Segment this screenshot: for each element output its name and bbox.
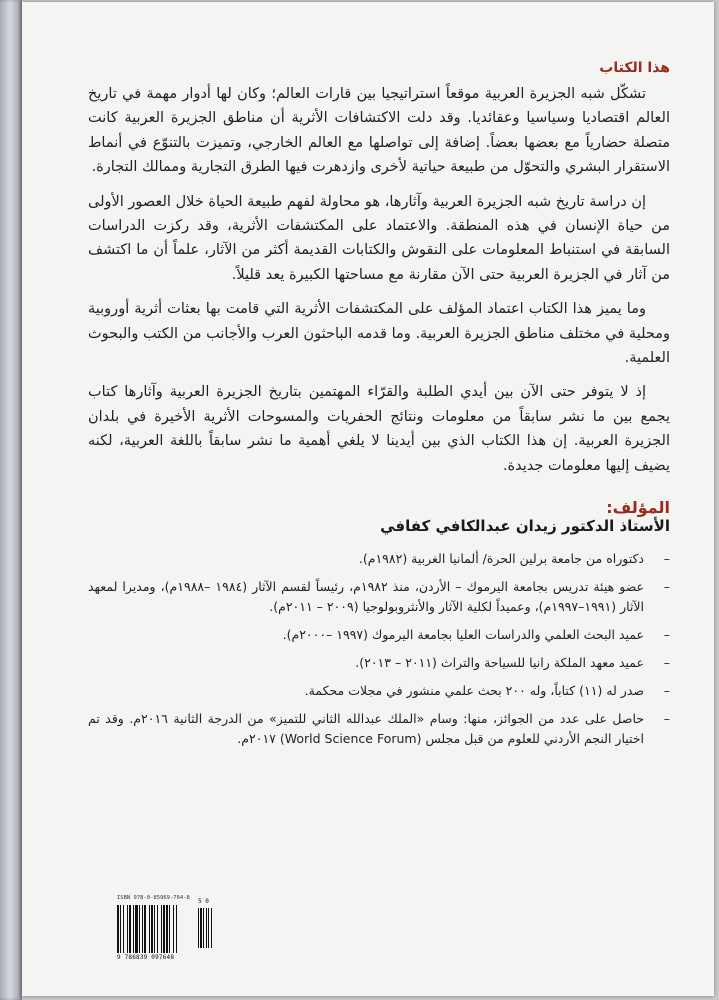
bio-item: – حاصل على عدد من الجوائز، منها: وسام «الملك عبدالله الثاني للتميز» من الدرجة الثانية ٢٠١٦م. وقد تم اختيار النجم الأردني للعلوم من قبل مجلس (World Science Forum) ٢٠١٧م. xyxy=(88,709,670,749)
addon-gap xyxy=(212,908,213,948)
bio-item: – صدر له (١١) كتاباً، وله ٢٠٠ بحث علمي منشور في مجلات محكمة. xyxy=(88,681,670,701)
barcode xyxy=(117,895,207,961)
paragraph-2: إن دراسة تاريخ شبه الجزيرة العربية وآثارها، هو محاولة لفهم طبيعة الحياة خلال العصور الأولى من حياة الإنسان في هذه المنطقة. والاعتماد على المكتشفات الأثرية، وقد ركزت الدراسات السابقة في استنباط المعلومات على النقوش والكتابات القديمة أكثر من الآثار، علماً أن ما اكتشف من آثار في الجزيرة العربية حتى الآن مقارنة مع مساحتها الكبيرة يعد قليلاً. xyxy=(88,193,670,283)
isbn-text: ISBN 978-0-85969-764-8 xyxy=(117,895,190,901)
author-bio-list xyxy=(88,549,670,749)
author-label: المؤلف: xyxy=(606,498,670,518)
paragraph-1: تشكّل شبه الجزيرة العربية موقعاً استراتيجيا بين قارات العالم؛ وكان لها أدوار مهمة في تاريخ العالم اقتصاديا وسياسيا وعقائديا. وقد دلت الاكتشافات الأثرية أن مناطق الجزيرة العربية كانت متصلة حضارياً مع بعضها بعضاً. إضافة إلى تواصلها مع العالم الخارجي، وتميزت بالتنوّع في أنماط الاستقرار البشري والتحوّل من طبيعة حياتية لأخرى وازدهرت فيها الطرق التجارية وممالك التجارة. xyxy=(88,86,670,176)
book-spine xyxy=(0,0,22,1000)
barcode-addon xyxy=(198,898,213,948)
bio-item: – عميد معهد الملكة رانيا للسياحة والتراث (٢٠١١ – ٢٠١٣). xyxy=(88,653,670,673)
about-book-title: هذا الكتاب xyxy=(599,60,670,76)
bio-item: – عميد البحث العلمي والدراسات العليا بجامعة اليرموك (١٩٩٧ –٢٠٠٠م). xyxy=(88,625,670,645)
cover-text xyxy=(88,60,670,757)
barcode-gap xyxy=(177,905,178,953)
bio-item: – عضو هيئة تدريس بجامعة اليرموك – الأردن، منذ ١٩٨٢م، رئيساً لقسم الآثار (١٩٨٤ –١٩٨٨م)، ومديرا لمعهد الآثار (١٩٩١–١٩٩٧م)، وعميداً لكلية الآثار والأنثروبولوجيا (٢٠٠٩ – ٢٠١١م). xyxy=(88,577,670,617)
paragraph-4: إذ لا يتوفر حتى الآن بين أيدي الطلبة والقرّاء المهتمين بتاريخ الجزيرة العربية وآثارها كتاب يجمع بين ما نشر سابقاً من معلومات ونتائج الحفريات والمسوحات الأثرية الأخيرة في بلدان الجزيرة العربية. إن هذا الكتاب الذي بين أيدينا لا يلغي أهمية ما نشر سابقاً باللغة العربية، لكنه يضيف إليها معلومات جديدة. xyxy=(88,384,670,474)
paragraph-3: وما يميز هذا الكتاب اعتماد المؤلف على المكتشفات الأثرية التي قامت بها بعثات أثرية أوروبية ومحلية في مختلف مناطق الجزيرة العربية. وما قدمه الباحثون العرب والأجانب من الكتب والبحوث العلمية. xyxy=(88,301,670,367)
author-name: الأستاذ الدكتور زيدان عبدالكافي كفافي xyxy=(380,517,670,536)
addon-bars xyxy=(198,908,213,948)
addon-digits: 5 0 xyxy=(198,898,209,905)
barcode-bars xyxy=(117,905,207,953)
barcode-digits: 9 786839 097648 xyxy=(117,954,175,961)
bio-item: – دكتوراه من جامعة برلين الحرة/ ألمانيا الغربية (١٩٨٢م). xyxy=(88,549,670,569)
